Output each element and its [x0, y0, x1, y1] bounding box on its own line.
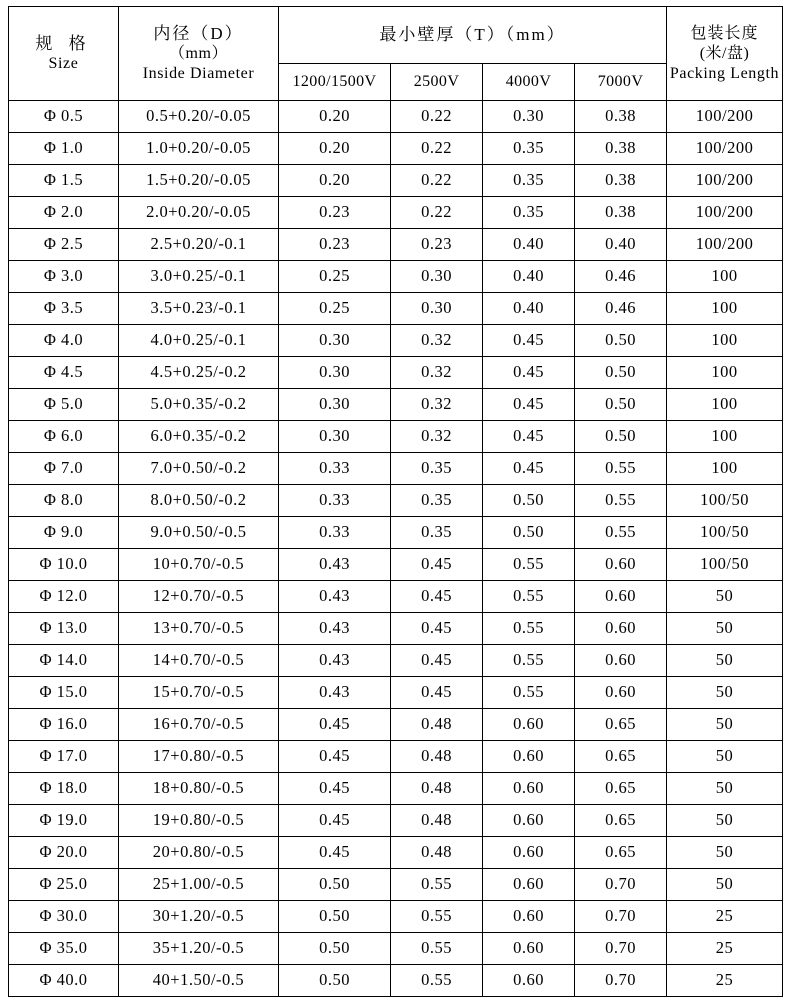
table-row: [9, 933, 783, 965]
cell-2500v: 0.45: [391, 677, 483, 709]
cell-7000v: 0.38: [575, 101, 667, 133]
cell-packing-length: 50: [667, 773, 783, 805]
cell-1200-1500v: 0.45: [279, 709, 391, 741]
cell-1200-1500v: 0.50: [279, 933, 391, 965]
cell-7000v: 0.50: [575, 325, 667, 357]
cell-2500v: 0.30: [391, 261, 483, 293]
table-row: [9, 645, 783, 677]
table-row: [9, 773, 783, 805]
cell-inside-diameter: 35+1.20/-0.5: [119, 933, 279, 965]
table-row: [9, 741, 783, 773]
header-inside-diameter: [119, 7, 279, 101]
cell-4000v: 0.60: [483, 965, 575, 997]
table-row: [9, 613, 783, 645]
cell-size: Φ 0.5: [9, 101, 119, 133]
cell-2500v: 0.48: [391, 709, 483, 741]
header-voltage-1200-1500v: [279, 64, 391, 101]
header-voltage-7000v: [575, 64, 667, 101]
cell-inside-diameter: 12+0.70/-0.5: [119, 581, 279, 613]
header-voltage-7000v-label: 7000V: [597, 73, 644, 91]
cell-4000v: 0.50: [483, 517, 575, 549]
cell-packing-length: 100/200: [667, 165, 783, 197]
cell-packing-length: 25: [667, 901, 783, 933]
cell-2500v: 0.55: [391, 965, 483, 997]
cell-7000v: 0.70: [575, 965, 667, 997]
table-row: [9, 901, 783, 933]
cell-2500v: 0.35: [391, 517, 483, 549]
cell-2500v: 0.55: [391, 901, 483, 933]
cell-2500v: 0.22: [391, 133, 483, 165]
cell-7000v: 0.38: [575, 165, 667, 197]
cell-packing-length: 50: [667, 709, 783, 741]
header-packing-cn: 包装长度: [690, 24, 759, 42]
cell-1200-1500v: 0.20: [279, 101, 391, 133]
cell-inside-diameter: 1.5+0.20/-0.05: [119, 165, 279, 197]
cell-4000v: 0.45: [483, 325, 575, 357]
cell-7000v: 0.55: [575, 485, 667, 517]
cell-inside-diameter: 9.0+0.50/-0.5: [119, 517, 279, 549]
cell-4000v: 0.35: [483, 133, 575, 165]
cell-inside-diameter: 0.5+0.20/-0.05: [119, 101, 279, 133]
cell-1200-1500v: 0.33: [279, 517, 391, 549]
cell-packing-length: 100: [667, 389, 783, 421]
cell-4000v: 0.55: [483, 581, 575, 613]
cell-7000v: 0.38: [575, 197, 667, 229]
cell-packing-length: 50: [667, 613, 783, 645]
cell-1200-1500v: 0.43: [279, 677, 391, 709]
cell-size: Φ 20.0: [9, 837, 119, 869]
cell-4000v: 0.60: [483, 933, 575, 965]
cell-inside-diameter: 14+0.70/-0.5: [119, 645, 279, 677]
header-row-primary: [9, 7, 783, 64]
cell-2500v: 0.48: [391, 741, 483, 773]
cell-inside-diameter: 4.0+0.25/-0.1: [119, 325, 279, 357]
cell-4000v: 0.40: [483, 229, 575, 261]
table-head: [9, 7, 783, 101]
table-row: [9, 581, 783, 613]
cell-7000v: 0.55: [575, 517, 667, 549]
cell-1200-1500v: 0.43: [279, 549, 391, 581]
cell-2500v: 0.55: [391, 869, 483, 901]
cell-packing-length: 100: [667, 261, 783, 293]
header-size-en: Size: [48, 55, 79, 73]
table-body: [9, 101, 783, 997]
cell-4000v: 0.60: [483, 901, 575, 933]
cell-2500v: 0.45: [391, 549, 483, 581]
cell-1200-1500v: 0.43: [279, 613, 391, 645]
cell-size: Φ 1.0: [9, 133, 119, 165]
cell-inside-diameter: 4.5+0.25/-0.2: [119, 357, 279, 389]
cell-packing-length: 50: [667, 805, 783, 837]
cell-packing-length: 100/200: [667, 229, 783, 261]
cell-7000v: 0.65: [575, 805, 667, 837]
cell-size: Φ 2.5: [9, 229, 119, 261]
cell-7000v: 0.65: [575, 773, 667, 805]
cell-4000v: 0.45: [483, 453, 575, 485]
cell-size: Φ 7.0: [9, 453, 119, 485]
cell-4000v: 0.40: [483, 293, 575, 325]
cell-size: Φ 8.0: [9, 485, 119, 517]
cell-4000v: 0.55: [483, 549, 575, 581]
table-row: [9, 197, 783, 229]
cell-1200-1500v: 0.43: [279, 581, 391, 613]
cell-inside-diameter: 8.0+0.50/-0.2: [119, 485, 279, 517]
header-size-cn: 规 格: [35, 33, 92, 53]
cell-2500v: 0.55: [391, 933, 483, 965]
table-row: [9, 805, 783, 837]
table-row: [9, 325, 783, 357]
table-row: [9, 677, 783, 709]
cell-size: Φ 15.0: [9, 677, 119, 709]
cell-4000v: 0.55: [483, 613, 575, 645]
cell-1200-1500v: 0.33: [279, 453, 391, 485]
cell-inside-diameter: 10+0.70/-0.5: [119, 549, 279, 581]
cell-packing-length: 50: [667, 837, 783, 869]
cell-7000v: 0.50: [575, 421, 667, 453]
cell-4000v: 0.60: [483, 709, 575, 741]
cell-2500v: 0.45: [391, 581, 483, 613]
cell-1200-1500v: 0.23: [279, 197, 391, 229]
cell-inside-diameter: 40+1.50/-0.5: [119, 965, 279, 997]
cell-packing-length: 25: [667, 965, 783, 997]
table-row: [9, 101, 783, 133]
table-row: [9, 357, 783, 389]
cell-7000v: 0.60: [575, 645, 667, 677]
header-id-en: Inside Diameter: [142, 65, 255, 83]
header-packing-en: Packing Length: [669, 64, 780, 82]
cell-7000v: 0.65: [575, 709, 667, 741]
cell-inside-diameter: 25+1.00/-0.5: [119, 869, 279, 901]
cell-4000v: 0.45: [483, 389, 575, 421]
header-size: [9, 7, 119, 101]
cell-inside-diameter: 30+1.20/-0.5: [119, 901, 279, 933]
cell-size: Φ 25.0: [9, 869, 119, 901]
cell-inside-diameter: 20+0.80/-0.5: [119, 837, 279, 869]
cell-1200-1500v: 0.50: [279, 901, 391, 933]
cell-7000v: 0.60: [575, 581, 667, 613]
cell-7000v: 0.60: [575, 549, 667, 581]
table-row: [9, 165, 783, 197]
cell-1200-1500v: 0.45: [279, 837, 391, 869]
cell-4000v: 0.60: [483, 869, 575, 901]
table-row: [9, 549, 783, 581]
cell-1200-1500v: 0.50: [279, 965, 391, 997]
cell-7000v: 0.65: [575, 837, 667, 869]
cell-size: Φ 35.0: [9, 933, 119, 965]
cell-1200-1500v: 0.25: [279, 293, 391, 325]
header-wall-thickness-cn: 最小壁厚（T）（mm）: [379, 25, 566, 45]
header-packing-unit: (米/盘): [699, 44, 750, 62]
header-voltage-4000v: [483, 64, 575, 101]
cell-size: Φ 12.0: [9, 581, 119, 613]
cell-2500v: 0.32: [391, 357, 483, 389]
cell-4000v: 0.55: [483, 677, 575, 709]
cell-7000v: 0.60: [575, 613, 667, 645]
cell-inside-diameter: 2.0+0.20/-0.05: [119, 197, 279, 229]
cell-2500v: 0.48: [391, 805, 483, 837]
table-row: [9, 517, 783, 549]
cell-4000v: 0.60: [483, 773, 575, 805]
cell-packing-length: 50: [667, 677, 783, 709]
cell-size: Φ 18.0: [9, 773, 119, 805]
cell-packing-length: 100: [667, 357, 783, 389]
cell-packing-length: 100: [667, 453, 783, 485]
cell-7000v: 0.40: [575, 229, 667, 261]
cell-inside-diameter: 3.0+0.25/-0.1: [119, 261, 279, 293]
cell-size: Φ 4.5: [9, 357, 119, 389]
cell-2500v: 0.32: [391, 389, 483, 421]
cell-inside-diameter: 2.5+0.20/-0.1: [119, 229, 279, 261]
cell-size: Φ 17.0: [9, 741, 119, 773]
cell-inside-diameter: 6.0+0.35/-0.2: [119, 421, 279, 453]
cell-packing-length: 100/200: [667, 101, 783, 133]
cell-4000v: 0.60: [483, 805, 575, 837]
table-row: [9, 421, 783, 453]
cell-1200-1500v: 0.50: [279, 869, 391, 901]
cell-4000v: 0.45: [483, 357, 575, 389]
cell-1200-1500v: 0.23: [279, 229, 391, 261]
cell-7000v: 0.46: [575, 261, 667, 293]
header-packing-length: [667, 7, 783, 101]
cell-packing-length: 25: [667, 933, 783, 965]
table-row: [9, 389, 783, 421]
cell-size: Φ 4.0: [9, 325, 119, 357]
cell-7000v: 0.70: [575, 901, 667, 933]
cell-packing-length: 50: [667, 645, 783, 677]
cell-packing-length: 100/50: [667, 485, 783, 517]
cell-4000v: 0.60: [483, 837, 575, 869]
cell-1200-1500v: 0.30: [279, 389, 391, 421]
cell-1200-1500v: 0.20: [279, 133, 391, 165]
cell-2500v: 0.32: [391, 421, 483, 453]
table-row: [9, 229, 783, 261]
cell-inside-diameter: 3.5+0.23/-0.1: [119, 293, 279, 325]
cell-packing-length: 50: [667, 741, 783, 773]
header-voltage-4000v-label: 4000V: [505, 73, 552, 91]
cell-7000v: 0.60: [575, 677, 667, 709]
cell-size: Φ 3.5: [9, 293, 119, 325]
cell-1200-1500v: 0.45: [279, 805, 391, 837]
cell-2500v: 0.30: [391, 293, 483, 325]
cell-size: Φ 3.0: [9, 261, 119, 293]
cell-1200-1500v: 0.30: [279, 357, 391, 389]
cell-inside-diameter: 15+0.70/-0.5: [119, 677, 279, 709]
cell-4000v: 0.30: [483, 101, 575, 133]
specification-table: [8, 6, 783, 997]
table-row: [9, 293, 783, 325]
cell-4000v: 0.45: [483, 421, 575, 453]
cell-size: Φ 5.0: [9, 389, 119, 421]
cell-inside-diameter: 18+0.80/-0.5: [119, 773, 279, 805]
table-row: [9, 133, 783, 165]
cell-2500v: 0.35: [391, 485, 483, 517]
cell-inside-diameter: 1.0+0.20/-0.05: [119, 133, 279, 165]
cell-size: Φ 30.0: [9, 901, 119, 933]
cell-size: Φ 1.5: [9, 165, 119, 197]
cell-packing-length: 100/50: [667, 549, 783, 581]
cell-2500v: 0.35: [391, 453, 483, 485]
cell-1200-1500v: 0.30: [279, 421, 391, 453]
cell-4000v: 0.55: [483, 645, 575, 677]
cell-2500v: 0.22: [391, 197, 483, 229]
cell-2500v: 0.45: [391, 645, 483, 677]
cell-size: Φ 9.0: [9, 517, 119, 549]
header-voltage-1200-1500v-label: 1200/1500V: [292, 72, 377, 90]
cell-1200-1500v: 0.45: [279, 773, 391, 805]
cell-packing-length: 100: [667, 325, 783, 357]
cell-inside-diameter: 13+0.70/-0.5: [119, 613, 279, 645]
cell-inside-diameter: 5.0+0.35/-0.2: [119, 389, 279, 421]
cell-2500v: 0.48: [391, 773, 483, 805]
cell-packing-length: 50: [667, 581, 783, 613]
cell-7000v: 0.46: [575, 293, 667, 325]
cell-2500v: 0.45: [391, 613, 483, 645]
cell-size: Φ 2.0: [9, 197, 119, 229]
header-id-cn: 内径（D）: [153, 23, 244, 43]
cell-inside-diameter: 19+0.80/-0.5: [119, 805, 279, 837]
cell-1200-1500v: 0.43: [279, 645, 391, 677]
table-row: [9, 485, 783, 517]
table-row: [9, 869, 783, 901]
cell-7000v: 0.70: [575, 869, 667, 901]
cell-packing-length: 100/200: [667, 197, 783, 229]
cell-7000v: 0.55: [575, 453, 667, 485]
cell-size: Φ 13.0: [9, 613, 119, 645]
table-row: [9, 261, 783, 293]
cell-2500v: 0.22: [391, 101, 483, 133]
cell-size: Φ 14.0: [9, 645, 119, 677]
cell-size: Φ 40.0: [9, 965, 119, 997]
table-row: [9, 965, 783, 997]
cell-inside-diameter: 17+0.80/-0.5: [119, 741, 279, 773]
header-voltage-2500v-label: 2500V: [413, 73, 460, 91]
cell-7000v: 0.50: [575, 389, 667, 421]
cell-packing-length: 50: [667, 869, 783, 901]
cell-2500v: 0.48: [391, 837, 483, 869]
cell-7000v: 0.70: [575, 933, 667, 965]
cell-packing-length: 100: [667, 421, 783, 453]
table-row: [9, 837, 783, 869]
table-row: [9, 709, 783, 741]
cell-size: Φ 10.0: [9, 549, 119, 581]
cell-inside-diameter: 7.0+0.50/-0.2: [119, 453, 279, 485]
cell-4000v: 0.40: [483, 261, 575, 293]
header-voltage-2500v: [391, 64, 483, 101]
cell-size: Φ 16.0: [9, 709, 119, 741]
cell-1200-1500v: 0.20: [279, 165, 391, 197]
cell-packing-length: 100/50: [667, 517, 783, 549]
cell-packing-length: 100: [667, 293, 783, 325]
cell-7000v: 0.50: [575, 357, 667, 389]
cell-4000v: 0.35: [483, 165, 575, 197]
cell-7000v: 0.65: [575, 741, 667, 773]
cell-2500v: 0.22: [391, 165, 483, 197]
cell-4000v: 0.50: [483, 485, 575, 517]
cell-7000v: 0.38: [575, 133, 667, 165]
header-wall-thickness: [279, 7, 667, 64]
table-row: [9, 453, 783, 485]
header-id-unit: （mm）: [169, 45, 228, 63]
cell-packing-length: 100/200: [667, 133, 783, 165]
cell-2500v: 0.32: [391, 325, 483, 357]
cell-1200-1500v: 0.45: [279, 741, 391, 773]
cell-size: Φ 19.0: [9, 805, 119, 837]
cell-inside-diameter: 16+0.70/-0.5: [119, 709, 279, 741]
cell-1200-1500v: 0.25: [279, 261, 391, 293]
cell-2500v: 0.23: [391, 229, 483, 261]
cell-1200-1500v: 0.30: [279, 325, 391, 357]
cell-size: Φ 6.0: [9, 421, 119, 453]
cell-1200-1500v: 0.33: [279, 485, 391, 517]
cell-4000v: 0.60: [483, 741, 575, 773]
cell-4000v: 0.35: [483, 197, 575, 229]
